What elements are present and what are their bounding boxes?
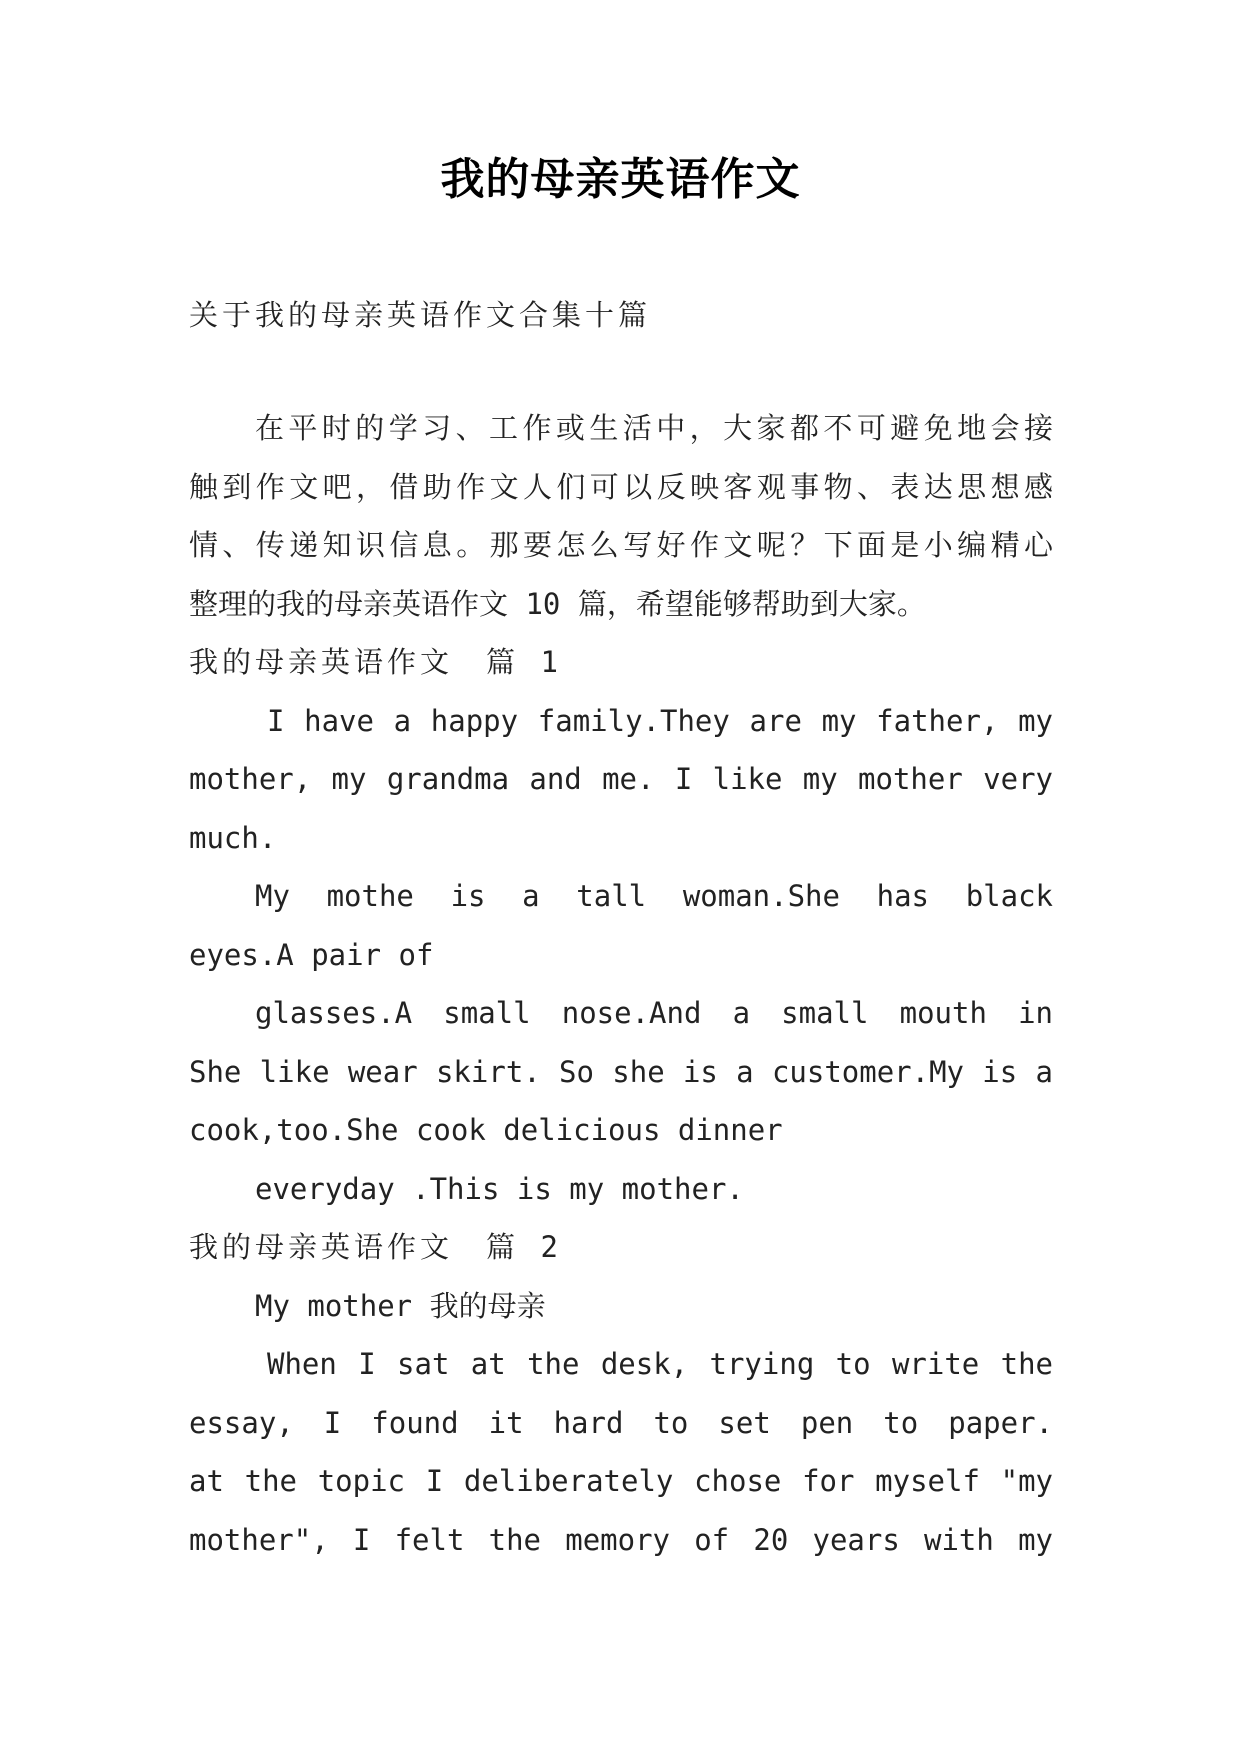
section-heading-2: 我的母亲英语作文 篇 2 [189,1230,562,1264]
essay1-line-1: I have a happy family.They are my father, my [267,704,1053,738]
essay1-line-7: She like wear skirt. So she is a customer.My is a [189,1055,1053,1089]
intro-line-2: 触到作文吧，借助作文人们可以反映客观事物、表达思想感 [189,470,1053,504]
essay1-line-4: My mothe is a tall woman.She has black [255,879,1053,913]
essay2-line-4: at the topic I deliberately chose for myself "my [189,1464,1053,1498]
intro-line-1: 在平时的学习、工作或生活中，大家都不可避免地会接 [255,411,1053,445]
intro-line-4: 整理的我的母亲英语作文 10 篇，希望能够帮助到大家。 [189,587,926,621]
essay1-line-2: mother, my grandma and me. I like my mother very [189,762,1053,796]
document-title: 我的母亲英语作文 [440,154,801,205]
essay2-line-3: essay, I found it hard to set pen to paper. [189,1406,1053,1440]
essay1-line-5: eyes.A pair of [189,938,434,972]
essay2-line-5: mother", I felt the memory of 20 years with my [189,1523,1053,1557]
section-heading-1: 我的母亲英语作文 篇 1 [189,645,562,679]
essay2-line-2: When I sat at the desk, trying to write the [267,1347,1053,1381]
essay1-line-6: glasses.A small nose.And a small mouth in [255,996,1053,1030]
essay1-line-3: much. [189,821,277,855]
essay2-line-1: My mother 我的母亲 [255,1289,546,1323]
essay1-line-8: cook,too.She cook delicious dinner [189,1113,783,1147]
essay1-line-9: everyday .This is my mother. [255,1172,744,1206]
subtitle: 关于我的母亲英语作文合集十篇 [189,298,652,332]
intro-line-3: 情、传递知识信息。那要怎么写好作文呢？下面是小编精心 [189,528,1053,562]
